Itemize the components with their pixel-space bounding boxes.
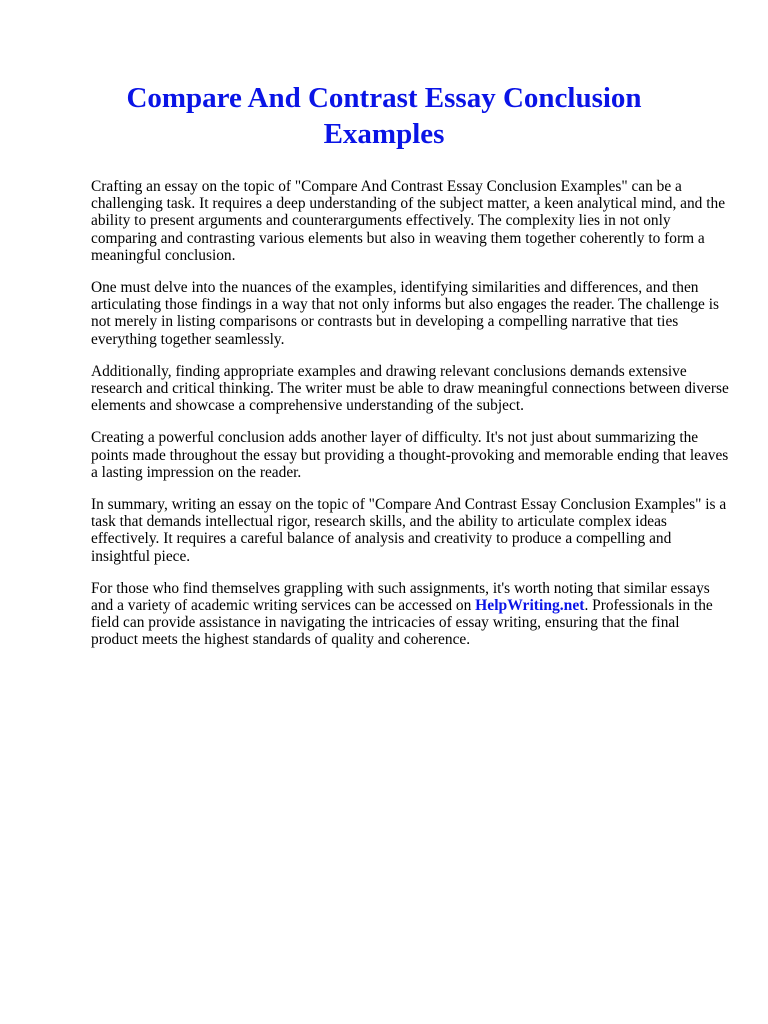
document-body [91, 178, 729, 664]
document-title: Compare And Contrast Essay Conclusion Examples [126, 82, 642, 150]
paragraph-6-after-link: . Professionals in the field can provide assistance in navigating the intricacies of essay writing, ensuring that the final product meets the highest standards of quality and coherence. [91, 597, 713, 649]
paragraph-1: Crafting an essay on the topic of "Compare And Contrast Essay Conclusion Examples" can be a challenging task. It requires a deep understanding of the subject matter, a keen analytical mind, and the ability to present arguments and counterarguments effectively. The complexity lies in not only comparing and contrasting various elements but also in weaving them together coherently to form a meaningful conclusion. [91, 178, 726, 264]
paragraph-2: One must delve into the nuances of the examples, identifying similarities and differences, and then articulating those findings in a way that not only informs but also engages the reader. The challenge is not merely in listing comparisons or contrasts but in developing a compelling narrative that ties everything together seamlessly. [91, 279, 720, 348]
paragraph-3: Additionally, finding appropriate examples and drawing relevant conclusions demands extensive research and critical thinking. The writer must be able to draw meaningful connections between diverse elements and showcase a comprehensive understanding of the subject. [91, 362, 729, 415]
paragraph-6 [91, 580, 729, 649]
paragraph-4: Creating a powerful conclusion adds another layer of difficulty. It's not just about summarizing the points made throughout the essay but providing a thought-provoking and memorable ending that leaves a lasting impression on the reader. [91, 429, 729, 481]
helpwriting-link[interactable]: HelpWriting.net [475, 597, 585, 615]
paragraph-5: In summary, writing an essay on the topic of "Compare And Contrast Essay Conclusion Examples" is a task that demands intellectual rigor, research skills, and the ability to articulate complex ideas effectively. It requires a careful balance of analysis and creativity to produce a compelling and insightful piece. [91, 496, 727, 565]
paragraph-6-before-link: For those who find themselves grappling with such assignments, it's worth noting that similar essays and a variety of academic writing services can be accessed on [91, 579, 710, 615]
